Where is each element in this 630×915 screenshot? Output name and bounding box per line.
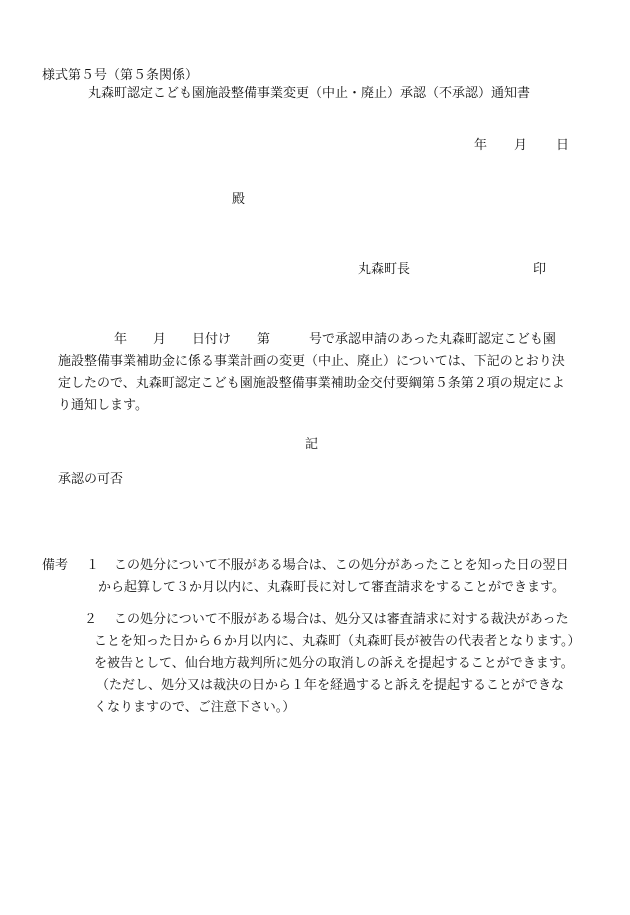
addressee-suffix: 殿 xyxy=(232,192,246,207)
note-line: から起算して３か月以内に、丸森町長に対して審査請求をすることができます。 xyxy=(98,580,565,595)
date-year: 年 xyxy=(474,138,488,153)
body-line: り通知します。 xyxy=(58,398,148,413)
document-title: 丸森町認定こども園施設整備事業変更（中止・廃止）承認（不承認）通知書 xyxy=(88,86,531,101)
date-day: 日 xyxy=(556,138,570,153)
note2-text xyxy=(94,609,581,719)
date-month: 月 xyxy=(514,138,528,153)
body-paragraph xyxy=(58,329,584,417)
remarks-label: 備考 xyxy=(42,558,69,573)
note2-number: ２ xyxy=(84,612,98,627)
note1-text xyxy=(98,555,569,599)
note-line: この処分について不服がある場合は、処分又は審査請求に対する裁決があった xyxy=(114,612,569,627)
note-line: を被告として、仙台地方裁判所に処分の取消しの訴えを提起することができます。 xyxy=(94,656,574,671)
seal-mark: 印 xyxy=(533,262,547,277)
body-line: 施設整備事業補助金に係る事業計画の変更（中止、廃止）については、下記のとおり決 xyxy=(58,354,565,369)
note1-number: １ xyxy=(86,558,100,573)
form-label: 様式第５号（第５条関係） xyxy=(42,68,199,83)
note-line: （ただし、処分又は裁決の日から１年を経過すると訴えを提起することができな xyxy=(96,678,565,693)
note-line: くなりますので、ご注意下さい。） xyxy=(94,700,296,715)
note-line: ことを知った日から６か月以内に、丸森町（丸森町長が被告の代表者となります。） xyxy=(94,634,581,649)
body-line: 定したので、丸森町認定こども園施設整備事業補助金交付要綱第５条第２項の規定によ xyxy=(58,376,565,391)
ki-heading: 記 xyxy=(305,437,319,452)
note-line: この処分について不服がある場合は、この処分があったことを知った日の翌日 xyxy=(114,558,569,573)
approval-label: 承認の可否 xyxy=(58,472,124,487)
body-line: 年 月 日付け 第 号で承認申請のあった丸森町認定こども園 xyxy=(114,332,556,347)
issuer-name: 丸森町長 xyxy=(358,262,411,277)
